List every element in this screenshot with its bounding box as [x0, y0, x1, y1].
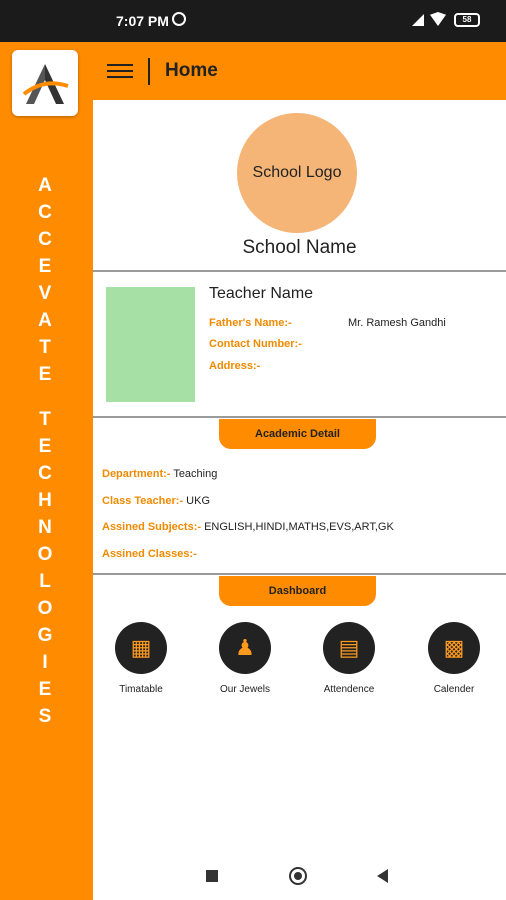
dashboard-item-label: Timatable	[119, 684, 163, 695]
app-bar	[93, 42, 506, 100]
status-bar	[0, 0, 506, 42]
clipboard-icon: ▤	[323, 622, 375, 674]
brand-letter: C	[38, 229, 52, 250]
alarm-icon	[172, 12, 186, 26]
dashboard-item-label: Attendence	[323, 684, 375, 695]
status-time: 7:07 PM	[116, 13, 169, 29]
system-nav-bar	[93, 855, 506, 900]
academic-detail-header: Academic Detail	[219, 419, 376, 449]
dashboard-item-label: Calender	[433, 684, 475, 695]
brand-letter: I	[42, 652, 48, 673]
brand-vertical-text	[32, 172, 58, 730]
brand-letter: E	[38, 256, 52, 277]
appbar-divider	[148, 58, 150, 85]
class-teacher-value: UKG	[186, 495, 211, 507]
battery-icon: 58	[454, 13, 480, 27]
recents-button[interactable]	[206, 870, 218, 882]
dashboard-item-calender[interactable]	[414, 622, 494, 695]
brand-letter: T	[39, 409, 51, 430]
dashboard-item-label: Our Jewels	[219, 684, 270, 695]
home-button[interactable]	[289, 867, 307, 885]
brand-letter: H	[38, 490, 52, 511]
teacher-photo	[106, 287, 195, 402]
subjects-row	[102, 521, 394, 533]
brand-letter: C	[38, 202, 52, 223]
school-logo-text: School Logo	[252, 164, 342, 181]
back-button[interactable]	[377, 869, 388, 883]
app-logo[interactable]	[12, 50, 78, 116]
address-label: Address:-	[209, 360, 261, 372]
department-label: Department:-	[102, 468, 171, 480]
hamburger-menu-icon[interactable]	[107, 64, 133, 78]
department-value: Teaching	[173, 468, 218, 480]
subjects-label: Assined Subjects:-	[102, 521, 202, 533]
department-row	[102, 468, 217, 480]
page-title: Home	[165, 60, 218, 81]
signal-icon	[412, 14, 424, 26]
class-teacher-label: Class Teacher:-	[102, 495, 184, 507]
brand-letter: N	[38, 517, 52, 538]
brand-letter: O	[37, 598, 53, 619]
brand-letter: A	[38, 310, 52, 331]
classes-row	[102, 548, 197, 560]
classes-label: Assined Classes:-	[102, 548, 197, 560]
brand-letter: C	[38, 463, 52, 484]
dashboard-item-attendence[interactable]	[309, 622, 389, 695]
brand-letter: E	[38, 436, 52, 457]
accevate-logo-icon	[12, 50, 78, 116]
brand-letter: O	[37, 544, 53, 565]
brand-letter: T	[39, 337, 51, 358]
divider	[93, 270, 506, 272]
brand-letter: G	[37, 625, 53, 646]
calendar-icon: ▩	[428, 622, 480, 674]
student-icon: ♟	[219, 622, 271, 674]
fathers-name-label: Father's Name:-	[209, 317, 292, 329]
brand-letter: L	[39, 571, 51, 592]
subjects-value: ENGLISH,HINDI,MATHS,EVS,ART,GK	[204, 521, 394, 533]
wifi-icon	[430, 12, 446, 26]
teacher-name: Teacher Name	[209, 285, 314, 302]
dashboard-item-our-jewels[interactable]	[205, 622, 285, 695]
timetable-icon: ▦	[115, 622, 167, 674]
brand-letter: E	[38, 679, 52, 700]
dashboard-item-timetable[interactable]	[101, 622, 181, 695]
brand-letter: E	[38, 364, 52, 385]
class-teacher-row	[102, 495, 210, 507]
sidebar	[0, 42, 93, 900]
school-logo	[237, 113, 357, 233]
contact-number-label: Contact Number:-	[209, 338, 302, 350]
fathers-name-value: Mr. Ramesh Gandhi	[348, 317, 446, 329]
brand-letter: S	[38, 706, 52, 727]
divider	[93, 573, 506, 575]
brand-letter: A	[38, 175, 52, 196]
dashboard-header: Dashboard	[219, 576, 376, 606]
divider	[93, 416, 506, 418]
school-name: School Name	[242, 237, 357, 258]
brand-letter: V	[38, 283, 52, 304]
